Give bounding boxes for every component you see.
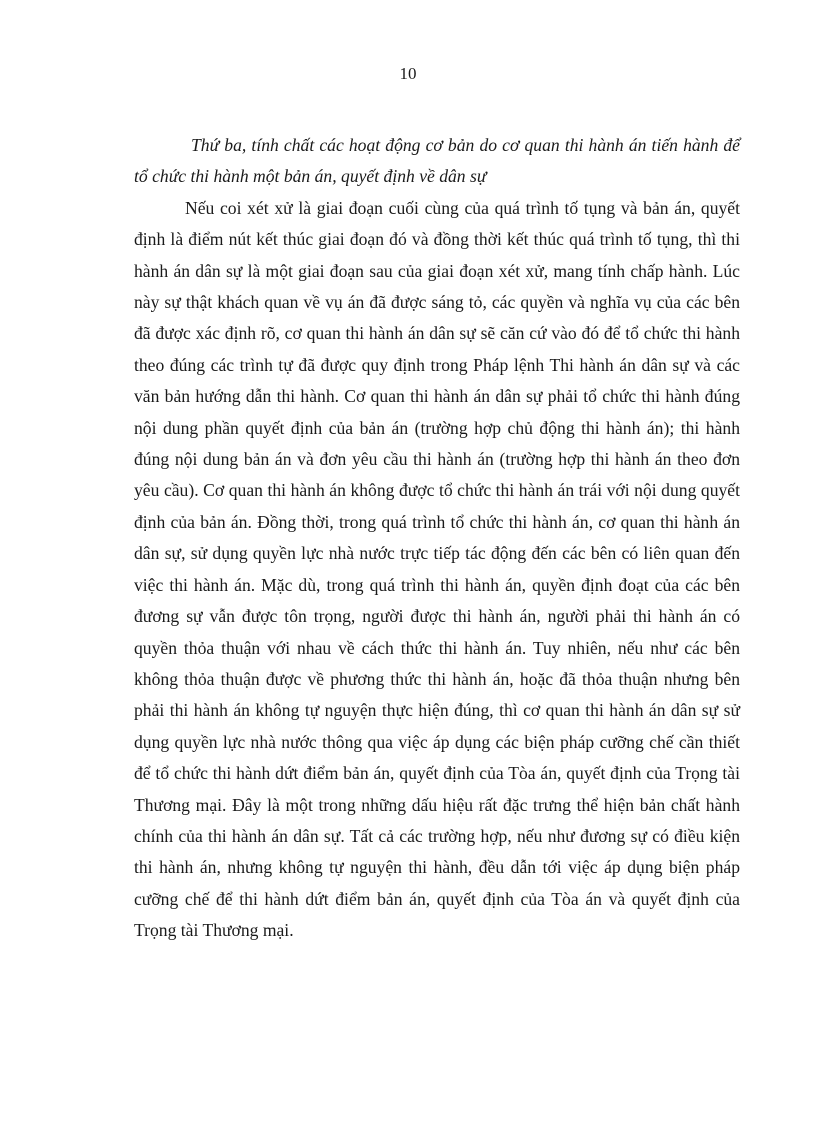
document-body xyxy=(134,130,740,947)
section-heading: Thứ ba, tính chất các hoạt động cơ bản do cơ quan thi hành án tiến hành để tổ chức thi hành một bản án, quyết định về dân sự xyxy=(134,135,740,187)
page-number: 10 xyxy=(399,64,417,83)
body-paragraph: Nếu coi xét xử là giai đoạn cuối cùng của quá trình tố tụng và bản án, quyết định là điểm nút kết thúc giai đoạn đó và đồng thời kết thúc quá trình tố tụng, thì thi hành án dân sự là một giai đoạn sau của giai đoạn xét xử, mang tính chấp hành. Lúc này sự thật khách quan về vụ án đã được sáng tỏ, các quyền và nghĩa vụ của các bên đã được xác định rõ, cơ quan thi hành án dân sự sẽ căn cứ vào đó để tổ chức thi hành theo đúng các trình tự đã được quy định trong Pháp lệnh Thi hành án dân sự và các văn bản hướng dẫn thi hành. Cơ quan thi hành án dân sự phải tổ chức thi hành đúng nội dung phần quyết định của bản án (trường hợp chủ động thi hành án); thi hành đúng nội dung bản án và đơn yêu cầu thi hành án (trường hợp thi hành án theo đơn yêu cầu). Cơ quan thi hành án không được tổ chức thi hành án trái với nội dung quyết định của bản án. Đồng thời, trong quá trình tổ chức thi hành án, cơ quan thi hành án dân sự, sử dụng quyền lực nhà nước trực tiếp tác động đến các bên có liên quan đến việc thi hành án. Mặc dù, trong quá trình thi hành án, quyền định đoạt của các bên đương sự vẫn được tôn trọng, người được thi hành án, người phải thi hành án có quyền thỏa thuận với nhau về cách thức thi hành án. Tuy nhiên, nếu như các bên không thỏa thuận được về phương thức thi hành án, hoặc đã thỏa thuận nhưng bên phải thi hành án không tự nguyện thực hiện đúng, thì cơ quan thi hành án dân sự sử dụng quyền lực nhà nước thông qua việc áp dụng các biện pháp cưỡng chế cần thiết để tổ chức thi hành dứt điểm bản án, quyết định của Tòa án, quyết định của Trọng tài Thương mại. Đây là một trong những dấu hiệu rất đặc trưng thể hiện bản chất hành chính của thi hành án dân sự. Tất cả các trường hợp, nếu như đương sự có điều kiện thi hành án, nhưng không tự nguyện thi hành, đều dẫn tới việc áp dụng biện pháp cưỡng chế để thi hành dứt điểm bản án, quyết định của Tòa án và quyết định của Trọng tài Thương mại. xyxy=(134,197,740,941)
